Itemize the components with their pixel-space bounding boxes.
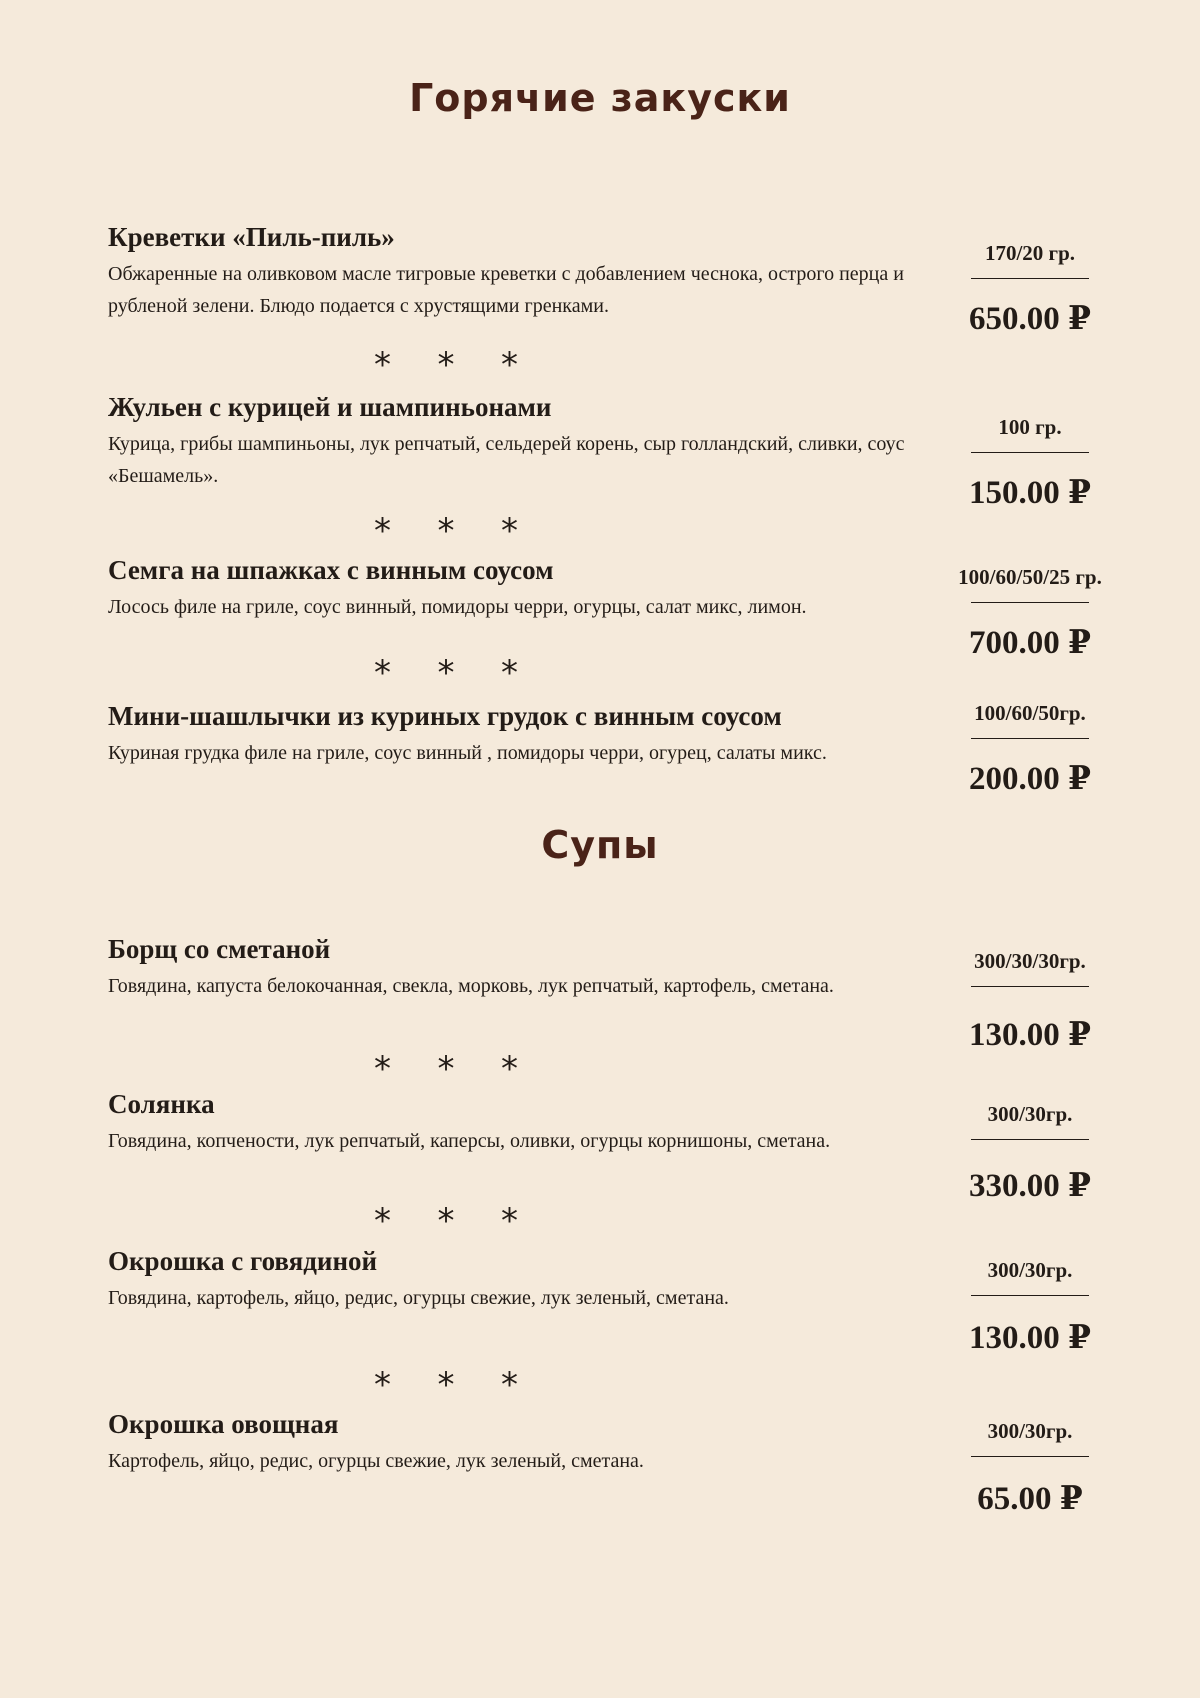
menu-item-solyanka xyxy=(108,1087,928,1157)
divider-stars: * * * xyxy=(374,345,518,385)
item-weight: 300/30гр. xyxy=(987,1258,1073,1282)
menu-item-julienne xyxy=(108,390,928,492)
item-price: 130.00 ₽ xyxy=(969,1320,1091,1356)
menu-item-salmon-skewers xyxy=(108,553,928,623)
price-block xyxy=(930,1101,1130,1206)
price-block xyxy=(930,1418,1130,1519)
price-divider-line xyxy=(971,1456,1089,1457)
item-name: Окрошка с говядиной xyxy=(108,1246,378,1276)
price-block xyxy=(930,240,1130,339)
menu-item-shrimp-pil-pil xyxy=(108,220,928,322)
price-divider-line xyxy=(971,1295,1089,1296)
item-name: Мини-шашлычки из куриных грудок с винным соусом xyxy=(108,701,782,731)
item-description: Говядина, копчености, лук репчатый, каперсы, оливки, огурцы корнишоны, сметана. xyxy=(108,1130,831,1152)
item-name: Окрошка овощная xyxy=(108,1409,339,1439)
price-block xyxy=(930,700,1130,799)
divider-stars: * * * xyxy=(374,1049,518,1089)
price-block xyxy=(930,564,1130,663)
item-description: Говядина, картофель, яйцо, редис, огурцы свежие, лук зеленый, сметана. xyxy=(108,1287,729,1309)
item-weight: 300/30гр. xyxy=(987,1102,1073,1126)
divider-stars: * * * xyxy=(374,1365,518,1405)
item-name: Солянка xyxy=(108,1089,215,1119)
price-divider-line xyxy=(971,986,1089,987)
price-divider-line xyxy=(971,1139,1089,1140)
section-title-soups: Супы xyxy=(541,823,659,867)
divider-stars: * * * xyxy=(374,511,518,551)
item-price: 130.00 ₽ xyxy=(969,1017,1091,1053)
item-weight: 100 гр. xyxy=(998,415,1062,439)
item-weight: 170/20 гр. xyxy=(984,241,1076,265)
item-price: 200.00 ₽ xyxy=(969,761,1091,797)
divider-stars: * * * xyxy=(374,653,518,693)
item-weight: 100/60/50гр. xyxy=(974,701,1086,725)
item-price: 330.00 ₽ xyxy=(969,1168,1091,1204)
item-description: Говядина, капуста белокочанная, свекла, морковь, лук репчатый, картофель, сметана. xyxy=(108,975,834,997)
item-name: Борщ со сметаной xyxy=(108,934,331,964)
item-price: 150.00 ₽ xyxy=(969,475,1091,511)
price-divider-line xyxy=(971,452,1089,453)
item-weight: 300/30/30гр. xyxy=(974,949,1086,973)
item-description: Куриная грудка филе на гриле, соус винный , помидоры черри, огурец, салаты микс. xyxy=(108,742,827,764)
item-price: 65.00 ₽ xyxy=(977,1481,1083,1517)
item-weight: 300/30гр. xyxy=(987,1419,1073,1443)
price-divider-line xyxy=(971,738,1089,739)
price-block xyxy=(930,414,1130,513)
menu-item-mini-kebabs xyxy=(108,699,928,769)
menu-item-borscht xyxy=(108,932,928,1002)
item-name: Креветки «Пиль-пиль» xyxy=(108,222,395,252)
section-title-hot-appetizers: Горячие закуски xyxy=(409,76,791,120)
price-divider-line xyxy=(971,278,1089,279)
item-weight: 100/60/50/25 гр. xyxy=(958,565,1102,589)
price-block xyxy=(930,948,1130,1055)
item-price: 700.00 ₽ xyxy=(969,625,1091,661)
menu-item-okroshka-vegetable xyxy=(108,1407,928,1477)
item-description: Курица, грибы шампиньоны, лук репчатый, сельдерей корень, сыр голландский, сливки, соус «Бешамель». xyxy=(108,433,905,487)
divider-stars: * * * xyxy=(374,1201,518,1241)
price-block xyxy=(930,1257,1130,1358)
item-name: Семга на шпажках с винным соусом xyxy=(108,555,554,585)
item-name: Жульен с курицей и шампиньонами xyxy=(108,392,552,422)
menu-item-okroshka-beef xyxy=(108,1244,928,1314)
item-price: 650.00 ₽ xyxy=(969,301,1091,337)
item-description: Обжаренные на оливковом масле тигровые креветки с добавлением чеснока, острого перца и рубленой зелени. Блюдо подается с хрустящими гренками. xyxy=(108,263,904,317)
price-divider-line xyxy=(971,602,1089,603)
item-description: Лосось филе на гриле, соус винный, помидоры черри, огурцы, салат микс, лимон. xyxy=(108,596,807,618)
item-description: Картофель, яйцо, редис, огурцы свежие, лук зеленый, сметана. xyxy=(108,1450,644,1472)
